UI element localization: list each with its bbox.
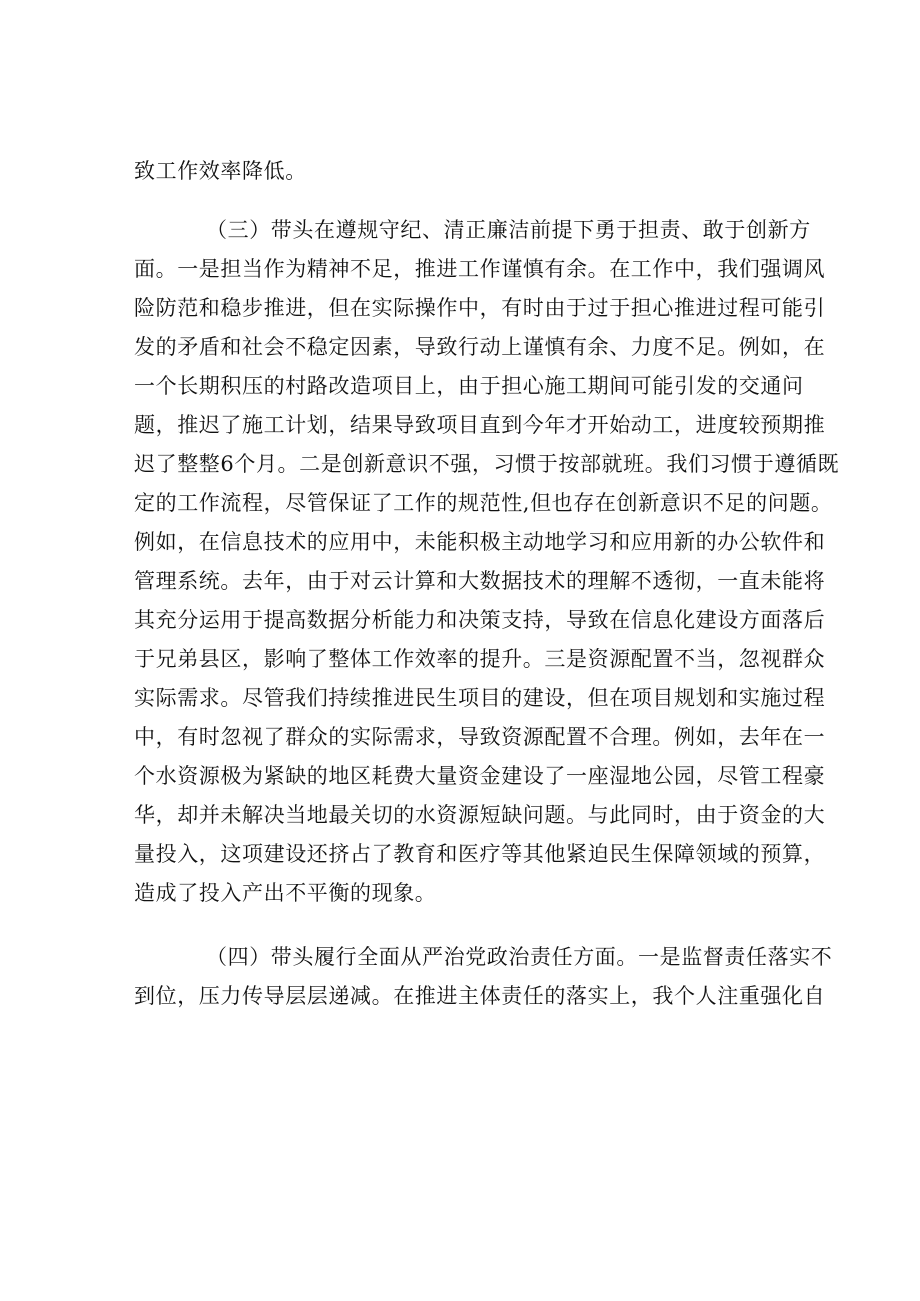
text-line: （三）带头在遵规守纪、清正廉洁前提下勇于担责、敢于创新方 bbox=[206, 218, 811, 242]
text-line: 题，推迟了施工计划，结果导致项目直到今年才开始动工，进度较预期推 bbox=[134, 413, 826, 437]
text-line: 定的工作流程，尽管保证了工作的规范性,但也存在创新意识不足的问题。 bbox=[134, 491, 833, 515]
text-line: 迟了整整6个月。二是创新意识不强，习惯于按部就班。我们习惯于遵循既 bbox=[134, 452, 840, 476]
text-line: 个水资源极为紧缺的地区耗费大量资金建设了一座湿地公园，尽管工程豪 bbox=[134, 764, 826, 788]
text-line: 致工作效率降低。 bbox=[134, 159, 307, 183]
text-line: 一个长期积压的村路改造项目上，由于担心施工期间可能引发的交通问 bbox=[134, 374, 804, 398]
text-line: 面。一是担当作为精神不足，推进工作谨慎有余。在工作中，我们强调风 bbox=[134, 257, 826, 281]
text-line: （四）带头履行全面从严治党政治责任方面。一是监督责任落实不 bbox=[206, 945, 833, 969]
text-line: 例如，在信息技术的应用中，未能积极主动地学习和应用新的办公软件和 bbox=[134, 530, 826, 554]
text-line: 华，却并未解决当地最关切的水资源短缺问题。与此同时，由于资金的大 bbox=[134, 803, 826, 827]
text-line: 到位，压力传导层层递减。在推进主体责任的落实上，我个人注重强化自 bbox=[134, 984, 826, 1008]
text-line: 险防范和稳步推进，但在实际操作中，有时由于过于担心推进过程可能引 bbox=[134, 296, 826, 320]
text-line: 管理系统。去年，由于对云计算和大数据技术的理解不透彻，一直未能将 bbox=[134, 569, 826, 593]
text-line: 发的矛盾和社会不稳定因素，导致行动上谨慎有余、力度不足。例如，在 bbox=[134, 335, 826, 359]
text-line: 实际需求。尽管我们持续推进民生项目的建设，但在项目规划和实施过程 bbox=[134, 686, 826, 710]
text-line: 于兄弟县区，影响了整体工作效率的提升。三是资源配置不当，忽视群众 bbox=[134, 647, 826, 671]
text-line: 量投入，这项建设还挤占了教育和医疗等其他紧迫民生保障领域的预算， bbox=[134, 842, 826, 866]
text-line: 造成了投入产出不平衡的现象。 bbox=[134, 881, 437, 905]
text-line: 其充分运用于提高数据分析能力和决策支持，导致在信息化建设方面落后 bbox=[134, 608, 826, 632]
text-line: 中，有时忽视了群众的实际需求，导致资源配置不合理。例如，去年在一 bbox=[134, 725, 826, 749]
